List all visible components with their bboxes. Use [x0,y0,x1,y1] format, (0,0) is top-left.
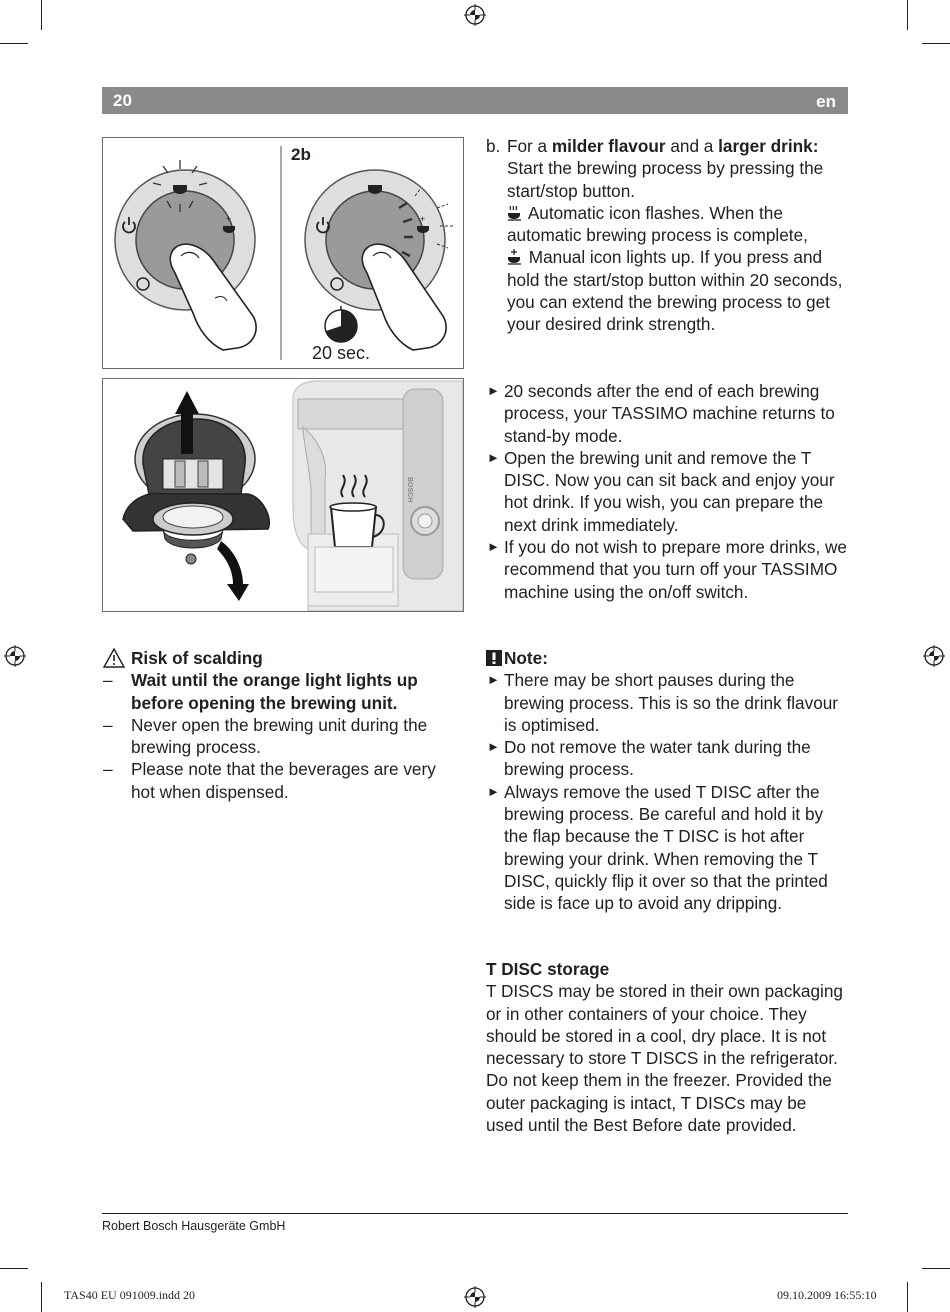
crop-mark [907,1282,908,1312]
list-item: ► Always remove the used T DISC after the brewing process. Be careful and hold it by the flap because the T DISC is hot after brewing your drink. When removing the T DISC, quickly flip it over so that the printed side is face up to avoid any dripping. [487,781,828,914]
warning-triangle-icon [103,648,125,668]
warning-item: – Wait until the orange light lights up before opening the brewing unit. [103,670,418,713]
list-item: ► Open the brewing unit and remove the T DISC. Now you can sit back and enjoy your hot drink. If you wish, you can prepare the next drink immediately. [487,447,835,535]
automatic-cup-icon [507,205,524,221]
crop-mark [922,1268,950,1269]
page-number: 20 [113,91,132,110]
exclamation-icon [486,650,502,666]
crop-mark [922,43,950,44]
timer-icon [325,306,357,342]
crop-mark [41,1282,42,1312]
brewing-unit-open [123,414,269,564]
registration-mark-icon [464,4,486,26]
step-label: 2b [291,145,311,164]
storage-text: T DISCS may be stored in their own packaging or in other containers of your choice. They should be stored in a cool, dry place. It is not necessary to store T DISCS in the refrigerator. Do not keep them in the freezer. Provided the outer packaging is intact, T DISCs may be used until the Best Before date provided. [486,981,843,1136]
language-code: en [816,92,836,111]
figure-brewing-dial [102,137,464,369]
registration-mark-icon [464,1286,486,1308]
storage-title: T DISC storage [486,959,610,979]
control-dial-left [115,160,256,350]
registration-mark-icon [923,645,945,667]
right-bullet-list [486,380,851,603]
list-item: ► There may be short pauses during the brewing process. This is so the drink flavour is optimised. [487,670,839,735]
note-title: Note: [504,648,548,668]
timer-label: 20 sec. [312,343,371,363]
warning-title: Risk of scalding [131,648,263,668]
crop-mark [41,0,42,30]
manual-cup-icon [507,249,524,265]
footer-company: Robert Bosch Hausgeräte GmbH [102,1219,286,1233]
brewing-dial-illustration [103,138,463,368]
list-item: ► If you do not wish to prepare more drinks, we recommend that you turn off your TASSIMO machine using the on/off switch. [487,537,847,602]
footer-rule [102,1213,848,1214]
svg-text:+: + [420,214,426,224]
crop-mark [0,1268,28,1269]
warning-item: – Never open the brewing unit during the brewing process. [103,714,428,758]
registration-mark-icon [4,645,26,667]
list-item: ► 20 seconds after the end of each brewing process, your TASSIMO machine returns to stand-by mode. [487,381,835,446]
warning-heading [103,647,453,669]
print-slug-left: TAS40 EU 091009.indd 20 [64,1288,196,1302]
figure-brewing-unit [102,378,464,612]
machine-brand-label: BOSCH [406,477,413,503]
print-slug-right: 09.10.2009 16:55:10 [777,1288,877,1302]
crop-mark [0,43,28,44]
step-b-item [486,135,851,336]
svg-text:+: + [226,214,232,224]
step-b-milder: milder flavour [551,136,666,156]
note-block [486,647,851,915]
step-b-and: and a [665,136,719,156]
step-b-block [486,135,851,336]
open-arrow-down-icon [217,541,249,601]
step-b-letter: b. [486,136,501,156]
step-b-larger: larger drink: [718,136,819,156]
warning-block [103,647,453,803]
warning-item: – Please note that the beverages are very hot when dispensed. [103,759,436,802]
brewing-unit-illustration [103,379,463,611]
list-item: ► Do not remove the water tank during the brewing process. [487,737,811,780]
step-b-text3: Manual icon lights up. If you press and hold the start/stop button within 20 seconds, you can extend the brewing process to get your desired drink strength. [507,247,843,335]
crop-mark [907,0,908,30]
storage-block [486,958,848,1136]
note-heading [486,647,851,669]
step-b-text2: Automatic icon flashes. When the automatic brewing process is complete, [507,202,808,246]
page-header-bar [102,87,848,114]
step-b-text1: Start the brewing process by pressing the start/stop button. [507,158,824,201]
step-b-prefix: For a [507,136,552,156]
